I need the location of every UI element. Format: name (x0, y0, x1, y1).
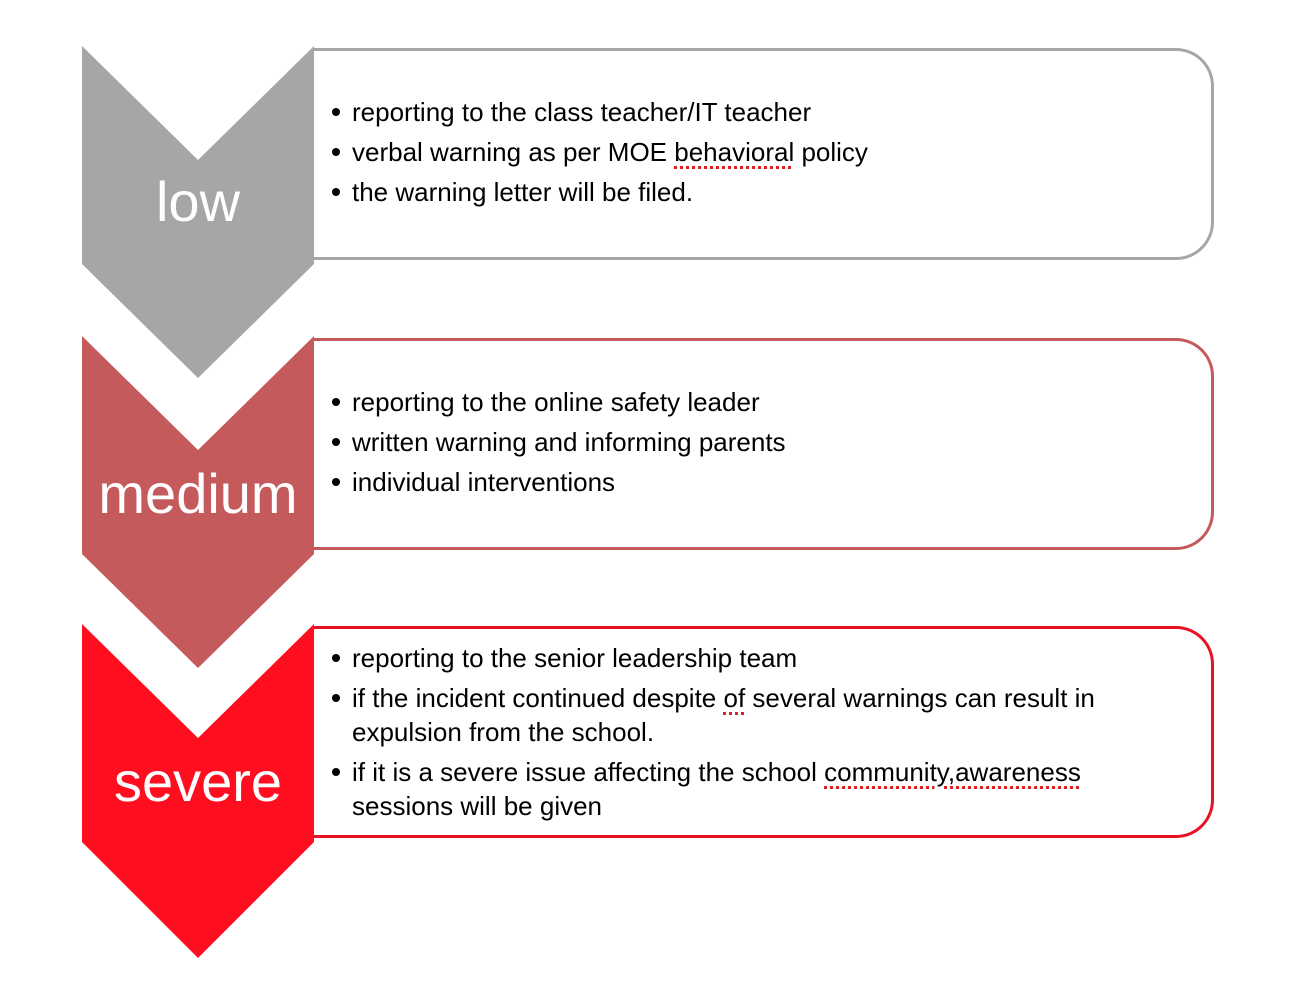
level-medium-list (328, 385, 1171, 505)
level-severe-box (314, 626, 1214, 838)
list-item: verbal warning as per MOE behavioral policy (328, 135, 1171, 169)
misspelled-word[interactable]: behavioral (674, 137, 795, 167)
list-item: reporting to the class teacher/IT teacher (328, 95, 1171, 129)
level-low-box (314, 48, 1214, 260)
list-item: the warning letter will be filed. (328, 175, 1171, 209)
misspelled-word[interactable]: community,awareness (824, 757, 1081, 787)
list-item: individual interventions (328, 465, 1171, 499)
misspelled-word[interactable]: of (723, 683, 746, 713)
list-item: if the incident continued despite of several warnings can result in expulsion from the school. (328, 681, 1171, 749)
level-severe-label: severe (113, 750, 283, 813)
level-low-chevron (82, 46, 314, 378)
list-item: reporting to the senior leadership team (328, 641, 1171, 675)
level-severe-chevron (82, 624, 314, 958)
list-item: reporting to the online safety leader (328, 385, 1171, 419)
level-severe-list (328, 641, 1171, 829)
list-item: written warning and informing parents (328, 425, 1171, 459)
level-low-list (328, 95, 1171, 215)
level-medium-chevron (82, 336, 314, 668)
level-medium-box (314, 338, 1214, 550)
level-medium-label: medium (98, 462, 298, 525)
level-low-label: low (155, 170, 241, 233)
list-item: if it is a severe issue affecting the school community,awareness sessions will be given (328, 755, 1171, 823)
